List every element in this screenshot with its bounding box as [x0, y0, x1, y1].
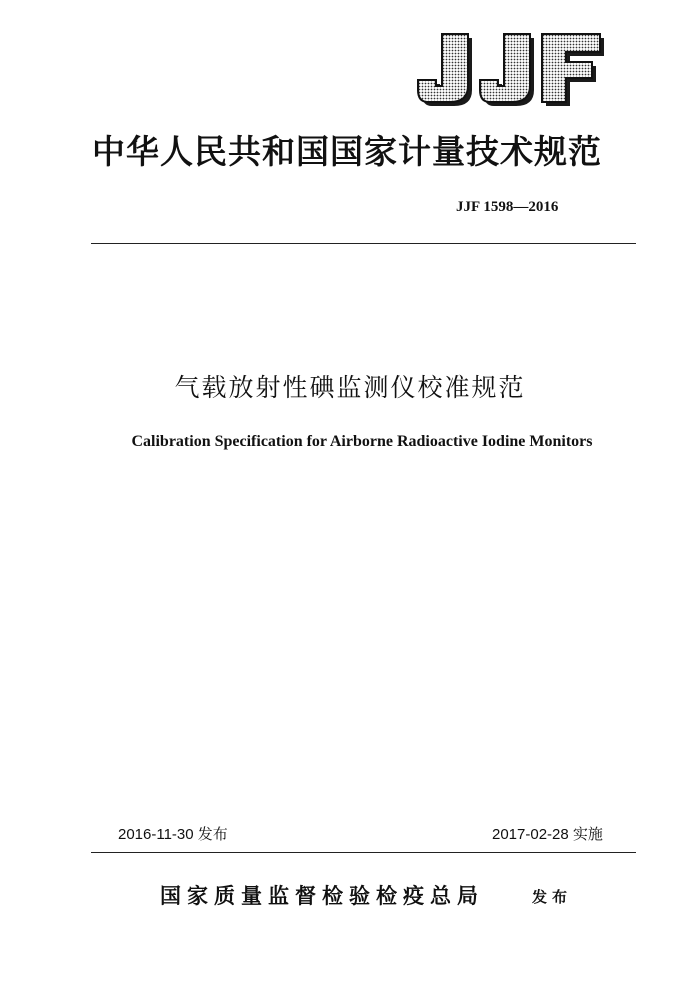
footer-divider: [91, 852, 636, 853]
header-divider: [91, 243, 636, 244]
issue-date: 2016-11-30 发布: [118, 826, 228, 843]
jjf-logo: [412, 28, 608, 108]
standard-title: 中华人民共和国国家计量技术规范: [92, 132, 602, 171]
implementation-date: 2017-02-28 实施: [492, 826, 603, 843]
document-title-zh: 气载放射性碘监测仪校准规范: [174, 373, 526, 402]
issuing-authority: 国家质量监督检验检疫总局: [160, 883, 484, 908]
document-title-en: Calibration Specification for Airborne Radioactive Iodine Monitors: [131, 433, 593, 450]
standard-code: JJF 1598—2016: [456, 199, 559, 215]
publish-label: 发布: [532, 888, 573, 906]
